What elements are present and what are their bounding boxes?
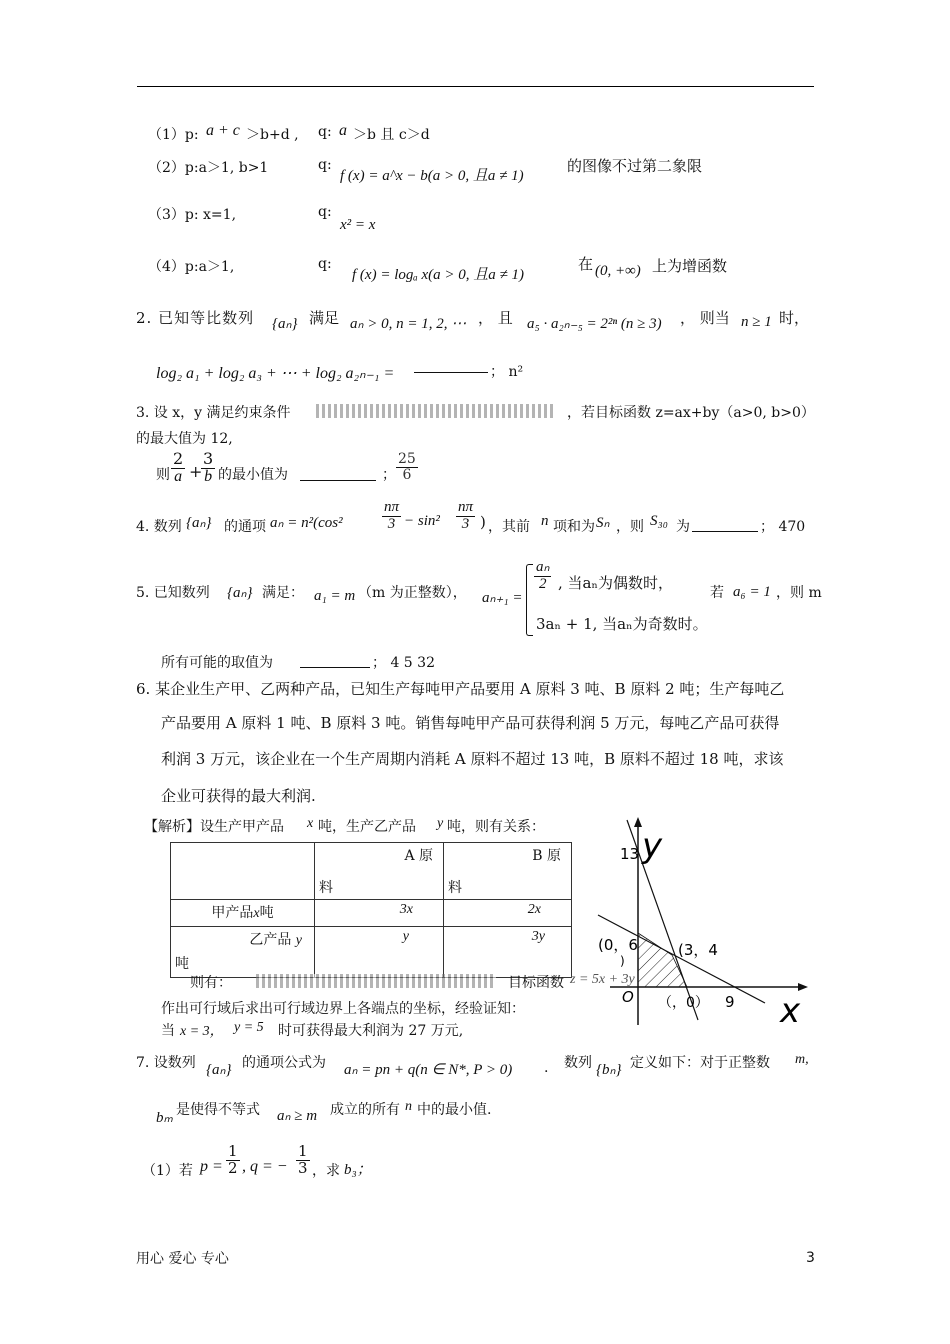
p3-blank <box>300 480 376 481</box>
p3-plus: + <box>189 462 203 481</box>
p4-blank <box>692 531 758 532</box>
p6-r2a1: 乙产品 <box>249 932 292 948</box>
graph-y-label: y <box>642 826 663 866</box>
p4-sn: Sₙ <box>596 515 610 531</box>
p5-lead: 5. 已知数列 <box>136 585 210 601</box>
p3-answer <box>396 452 418 482</box>
graph-tick-9: 9 <box>725 993 735 1011</box>
p6-l1: 6. 某企业生产甲、乙两种产品，已知生产每吨甲产品要用 A 原料 3 吨、B 原料 2 吨；生产每吨乙 <box>136 680 785 698</box>
p1-c1-p: （1）p: <box>148 127 199 143</box>
p4-frac1 <box>382 500 401 533</box>
p4-minus: − sin² <box>404 513 440 529</box>
p6-r1a: 3x <box>315 900 444 927</box>
p2-m1: aₙ > 0, n = 1, 2, ⋯ <box>350 316 467 332</box>
graph-origin: O <box>622 988 634 1006</box>
p5-blank <box>300 667 370 668</box>
p1-c4-p: （4）p:a＞1, <box>148 259 235 275</box>
p6-x: x <box>307 816 314 831</box>
p3-f2d: b <box>204 467 213 485</box>
x-axis-arrow <box>798 983 808 991</box>
p7-pv: p = <box>200 1158 223 1175</box>
p6-l6y: y = 5 <box>234 1020 264 1035</box>
p1-c2-qt: 的图像不过第二象限 <box>567 157 703 175</box>
feasible-region-graph <box>590 815 815 1030</box>
p6-y: y <box>437 816 444 831</box>
p6-l4: 企业可获得的最大利润. <box>161 787 316 805</box>
p1-c2-p: （2）p:a＞1, b>1 <box>148 160 269 176</box>
p3-ansn: 25 <box>398 451 416 467</box>
p7-def: 定义如下：对于正整数 <box>630 1055 770 1071</box>
p5-case1t: , 当aₙ为偶数时， <box>558 574 673 592</box>
p7-seqb: 数列 <box>564 1055 592 1071</box>
p5-case2: 3aₙ + 1, 当aₙ为奇数时。 <box>536 615 708 633</box>
p4-ans: ； 470 <box>760 519 806 535</box>
p2-blank <box>414 372 488 373</box>
p6-obj: 目标函数 <box>508 975 564 991</box>
p4-frac2 <box>456 500 475 533</box>
p2-lead: 2. 已知等比数列 <box>136 309 255 327</box>
p1-c4-qi: (0, +∞) <box>595 263 641 279</box>
p6-r2a: y <box>315 927 444 978</box>
p4-fd1: 3 <box>387 515 396 532</box>
p5-if: 若 <box>710 585 724 601</box>
p2-m3: n ≥ 1 <box>741 314 772 330</box>
p2-ans: ； n² <box>490 364 524 380</box>
p1-c4-qm: f (x) = logₐ x(a > 0, 且a ≠ 1) <box>352 267 524 283</box>
p6-h1a: A 原 <box>404 848 433 864</box>
p7-frac-q <box>296 1144 310 1177</box>
p3-rest: ，若目标函数 z=ax+by（a>0, b>0） <box>567 405 815 421</box>
footer-motto: 用心 爱心 专心 <box>136 1251 229 1267</box>
p7-bn: {bₙ} <box>596 1062 622 1078</box>
p7-find: ，求 <box>312 1163 340 1179</box>
p6-r1x: x <box>253 906 260 921</box>
p4-s30: S₃₀ <box>650 513 668 529</box>
p6-h2b: 料 <box>448 880 462 896</box>
p3-f2n: 3 <box>203 449 214 468</box>
p3-frac-2a <box>171 451 185 486</box>
p7-lead: 7. 设数列 <box>136 1055 196 1071</box>
p2-m2: a₅ · a₂ₙ₋₅ = 2²ⁿ (n ≥ 3) <box>527 316 662 332</box>
p6-r2y: y <box>295 933 302 948</box>
p6-r2b: 3y <box>444 927 572 978</box>
table-cell-b-header <box>444 843 572 900</box>
p2-seq: {aₙ} <box>272 316 298 332</box>
p7-n: n <box>405 1099 412 1114</box>
p7-b3: b₃； <box>344 1162 372 1178</box>
graph-x-label: x <box>780 991 801 1030</box>
table-row <box>171 843 572 900</box>
p5-case1d: 2 <box>538 575 547 592</box>
p5-note: （m 为正整数）， <box>358 585 467 601</box>
p5-line2: 所有可能的取值为 <box>161 655 273 671</box>
p3-line2: 的最大值为 12, <box>136 431 233 447</box>
p7-m1: aₙ = pn + q(n ∈ N*, P > 0) <box>344 1062 513 1078</box>
p1-c1-pm: a + c <box>206 122 240 139</box>
p1-c2-q: q: <box>318 157 332 173</box>
p4-n: n <box>541 513 549 529</box>
p4-seq: {aₙ} <box>186 515 212 531</box>
y-axis-arrow <box>634 817 642 827</box>
p6-ton1: 吨，生产乙产品 <box>318 819 416 835</box>
p7-min: 中的最小值. <box>417 1102 492 1118</box>
p5-brace <box>526 564 533 636</box>
p6-objm: z = 5x + 3y <box>570 972 635 987</box>
graph-tick-13: 13 <box>620 845 640 863</box>
p1-c1-qt: ＞b 且 c＞d <box>353 127 430 143</box>
p1-c4-qt: 上为增函数 <box>652 257 728 275</box>
page-number: 3 <box>806 1250 815 1266</box>
p2-time: 时， <box>779 309 810 327</box>
p5-ans: ； 4 5 32 <box>372 655 435 671</box>
p5-seq: {aₙ} <box>227 585 253 601</box>
p7-bmt: 是使得不等式 <box>176 1102 260 1118</box>
p6-l2: 产品要用 A 原料 1 吨、B 原料 3 吨。销售每吨甲产品可获得利润 5 万元，每吨乙产品可获得 <box>161 714 780 732</box>
p3-f1d: a <box>174 467 183 485</box>
p7-gen: 的通项公式为 <box>242 1055 326 1071</box>
p4-sumt: 项和为 <box>553 519 595 535</box>
p7-pn: 1 <box>228 1142 238 1160</box>
p1-c2-qm: f (x) = a^x − b(a > 0, 且a ≠ 1) <box>340 168 524 184</box>
p6-r1b: 2x <box>444 900 572 927</box>
p4-close: ) <box>480 513 486 531</box>
table-cell-a-header <box>315 843 444 900</box>
p5-rec: aₙ₊₁ = <box>482 590 523 606</box>
table-cell-r1 <box>171 900 315 927</box>
table-row <box>171 900 572 927</box>
p3-min: 的最小值为 <box>218 467 288 483</box>
p3-ansd: 6 <box>402 466 412 483</box>
table-row <box>171 927 572 978</box>
p4-gen: 的通项 <box>224 519 266 535</box>
p1-c3-qm: x² = x <box>340 217 376 233</box>
p7-q1: （1）若 <box>142 1163 193 1179</box>
p5-a6: a₆ = 1 <box>733 584 771 600</box>
graph-point-06-close: ) <box>620 954 625 968</box>
p6-h1b: 料 <box>319 880 333 896</box>
p4-fd2: 3 <box>461 515 470 532</box>
p7-ineq: aₙ ≥ m <box>277 1108 318 1124</box>
p4-then: ，则 <box>616 519 644 535</box>
p2-expr: log₂ a₁ + log₂ a₃ + ⋯ + log₂ a₂ₙ₋₁ = <box>156 365 395 382</box>
p1-c1-qm: a <box>339 122 347 139</box>
p5-case1-frac <box>534 560 551 593</box>
p4-is: 为 <box>676 519 690 535</box>
p3-frac-3b <box>201 451 215 486</box>
p5-case1n: aₙ <box>536 559 550 575</box>
p7-rest: 成立的所有 <box>330 1102 400 1118</box>
p6-system-blurred <box>256 974 496 988</box>
p7-pd: 2 <box>228 1158 238 1177</box>
p7-dot: . <box>544 1060 549 1076</box>
table-cell-empty <box>171 843 315 900</box>
p4-lead: 4. 数列 <box>136 519 182 535</box>
p6-r1: 甲产品 <box>211 905 254 921</box>
graph-point-34: (3，4 <box>678 941 718 959</box>
p3-then: 则 <box>156 467 170 483</box>
p1-c3-p: （3）p: x=1, <box>148 207 237 223</box>
p7-seq: {aₙ} <box>206 1062 232 1078</box>
p7-qv: , q = − <box>242 1158 288 1175</box>
p6-l6x: x = 3， <box>180 1024 224 1039</box>
p1-c1-pt: ＞b+d , <box>246 127 299 143</box>
p6-have: 则有： <box>190 975 232 991</box>
p7-qn: 1 <box>298 1142 308 1160</box>
p3-f1n: 2 <box>173 449 184 468</box>
p3-semi: ； <box>382 467 396 483</box>
p2-cond: 满足 <box>309 309 340 327</box>
header-rule <box>137 86 814 87</box>
p6-l3: 利润 3 万元，该企业在一个生产周期内消耗 A 原料不超过 13 吨，B 原料不超过 18 吨，求该 <box>161 750 784 768</box>
table-cell-r2 <box>171 927 315 978</box>
p2-and: ， 且 <box>478 309 513 327</box>
p1-c1-q: q: <box>318 124 332 140</box>
p6-l6t: 时可获得最大利润为 27 万元, <box>278 1023 464 1039</box>
p6-l6: 当 <box>161 1023 175 1039</box>
p5-a1: a₁ = m <box>314 588 356 604</box>
p4-fn1: nπ <box>384 499 400 515</box>
p6-h2a: B 原 <box>532 848 561 864</box>
p4-sum: ，其前 <box>488 519 530 535</box>
p6-l5: 作出可行域后求出可行域边界上各端点的坐标，经验证知： <box>161 1001 525 1017</box>
graph-point-06: (0，6 <box>598 936 638 954</box>
p7-m: m, <box>795 1052 809 1067</box>
p6-r1t: 吨 <box>259 905 274 921</box>
p3-lead: 3. 设 x，y 满足约束条件 <box>136 405 291 421</box>
p7-frac-p <box>226 1144 240 1177</box>
p5-cond: 满足： <box>262 585 304 601</box>
p1-c3-q: q: <box>318 204 332 220</box>
p6-ton2: 吨，则有关系： <box>447 819 545 835</box>
p3-constraints-blurred <box>316 404 556 418</box>
p2-when: ， 则当 <box>680 309 730 327</box>
p6-r2a2: 吨 <box>175 956 189 972</box>
p7-qd: 3 <box>298 1158 308 1177</box>
p5-then: ，则 m <box>776 585 822 601</box>
p4-m1: aₙ = n²(cos² <box>270 515 343 531</box>
p1-c4-qz: 在 <box>578 255 594 273</box>
graph-point-x0: （，0） <box>658 995 709 1011</box>
p1-c4-q: q: <box>318 256 332 272</box>
p7-bm: bₘ <box>156 1110 173 1126</box>
p6-sol: 【解析】设生产甲产品 <box>144 819 284 835</box>
p6-material-table <box>170 842 572 978</box>
p4-fn2: nπ <box>458 499 474 515</box>
